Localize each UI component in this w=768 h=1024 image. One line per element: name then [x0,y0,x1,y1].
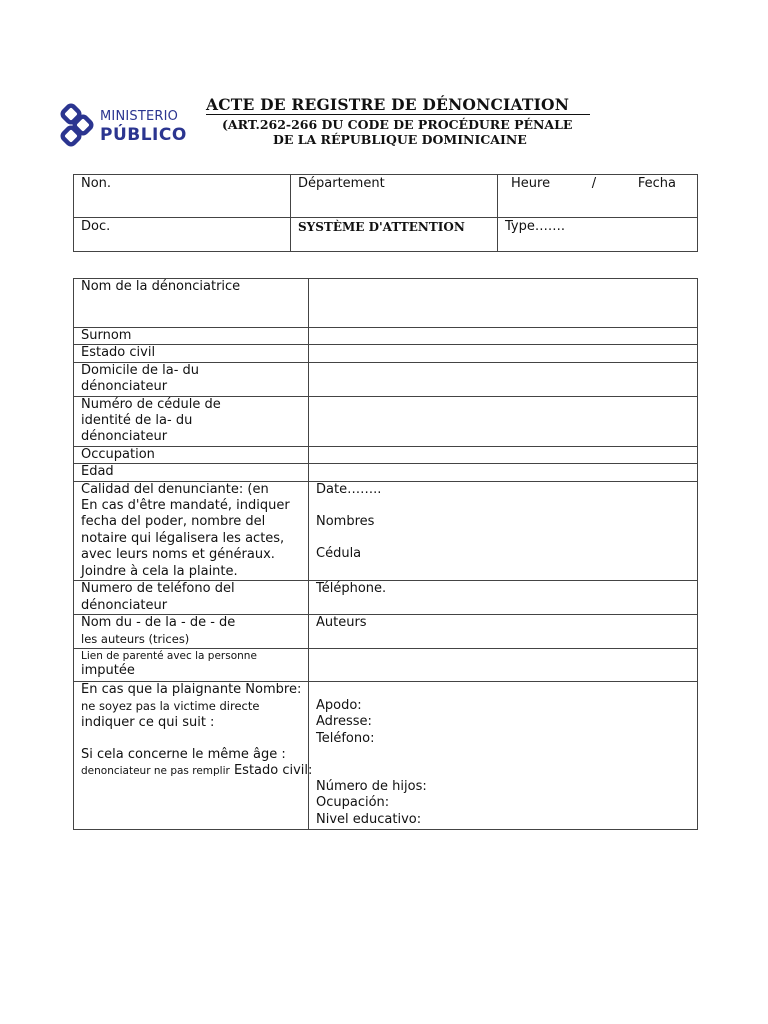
nom-auteurs-line: Nom du - de la - de - de [81,614,236,630]
document-title: ACTE DE REGISTRE DE DÉNONCIATION [206,95,570,114]
occupation-label: Occupation [74,446,309,463]
departement-field[interactable] [291,175,498,218]
numero-telefono-label [74,581,309,615]
nom-denonciatrice-input[interactable] [309,279,698,328]
cedule-line: identité de la- du [81,413,193,429]
plaignante-label [74,681,313,829]
table-row [74,175,698,218]
heure-fecha-field[interactable] [498,175,698,218]
telephone-input[interactable] [309,581,698,615]
document-subtitle-2: DE LA RÉPUBLIQUE DOMINICAINE [273,132,527,147]
logo-line-1: MINISTERIO [100,109,179,124]
ministerio-publico-logo [56,103,187,149]
nivel-educativo-label: Nivel educativo: [316,811,422,827]
telephone-label: Téléphone. [316,581,387,597]
table-row [74,345,698,362]
calidad-line: Joindre à cela la plainte. [81,563,238,579]
domicile-label [74,362,309,396]
fecha-label: Fecha [637,176,676,191]
type-field[interactable] [498,218,698,252]
nom-auteurs-label [74,614,309,648]
telefono-line: dénonciateur [81,597,168,613]
cedule-line: Numéro de cédule de [81,396,221,412]
non-label: Non. [81,176,112,191]
heure-label: Heure [511,176,551,191]
doc-field[interactable] [74,218,291,252]
departement-label: Département [298,176,385,191]
table-row [74,581,698,615]
table-row [74,279,698,328]
cedula-label: Cédula [316,546,362,562]
edad-label: Edad [74,464,309,481]
calidad-line: fecha del poder, nombre del [81,514,266,530]
table-row [74,681,698,829]
occupation-input[interactable] [309,446,698,463]
table-row [74,328,698,345]
telefono-label: Teléfono: [316,730,375,746]
apodo-label: Apodo: [316,697,362,713]
lien-small-line: Lien de parenté avec la personne [81,649,257,662]
plaignante-line: En cas que la plaignante Nombre: [81,681,302,697]
plaignante-input[interactable] [309,681,698,829]
logo-line-2: PÚBLICO [100,125,187,145]
calidad-input[interactable] [309,481,698,580]
calidad-label [74,481,309,580]
title-underline [206,114,590,115]
ocupacion-label: Ocupación: [316,795,390,811]
table-row [74,362,698,396]
plaignante-line: indiquer ce qui suit : [81,714,215,730]
header-info-table [73,174,698,252]
surnom-label: Surnom [74,328,309,345]
domicile-input[interactable] [309,362,698,396]
calidad-line: avec leurs noms et généraux. [81,547,275,563]
doc-label: Doc. [81,219,111,234]
lien-parente-input[interactable] [309,648,698,681]
estado-civil-label: Estado civil [74,345,309,362]
plaignante-line: Si cela concerne le même âge : [81,746,286,762]
cedule-line: dénonciateur [81,429,168,445]
systeme-field[interactable] [291,218,498,252]
numero-cedule-input[interactable] [309,396,698,446]
table-row [74,218,698,252]
estado-civil-label: Estado civil: [233,763,313,779]
knot-logo-icon [56,103,96,149]
auteurs-input[interactable] [309,614,698,648]
non-field[interactable] [74,175,291,218]
table-row [74,648,698,681]
plaignante-small-line: ne soyez pas la victime directe [81,699,260,714]
calidad-line: Calidad del denunciante: (en [81,481,269,497]
surnom-input[interactable] [309,328,698,345]
table-row [74,446,698,463]
auteurs-label: Auteurs [316,614,367,630]
edad-input[interactable] [309,464,698,481]
slash-label: / [591,176,597,191]
table-row [74,464,698,481]
table-row [74,614,698,648]
document-subtitle-1: (ART.262-266 DU CODE DE PROCÉDURE PÉNALE [222,117,573,132]
systeme-label: SYSTÈME D'ATTENTION [298,220,465,234]
lien-line: imputée [81,662,135,678]
nombres-label: Nombres [316,514,375,530]
plaignante-small-line: denonciateur ne pas remplir [81,765,230,778]
calidad-line: En cas d'être mandaté, indiquer [81,498,290,514]
table-row [74,396,698,446]
domicile-line: Domicile de la- du [81,362,200,378]
adresse-label: Adresse: [316,714,372,730]
calidad-line: notaire qui légalisera les actes, [81,530,285,546]
table-row [74,481,698,580]
nom-denonciatrice-label: Nom de la dénonciatrice [74,279,309,328]
domicile-line: dénonciateur [81,379,168,395]
nom-auteurs-small-line: les auteurs (trices) [81,632,190,647]
numero-hijos-label: Número de hijos: [316,778,427,794]
telefono-line: Numero de teléfono del [81,581,235,597]
numero-cedule-label [74,396,309,446]
lien-parente-label [74,648,309,681]
type-label: Type……. [505,219,565,234]
denonciation-form-table [73,278,698,830]
estado-civil-input[interactable] [309,345,698,362]
date-label: Date…….. [316,481,382,497]
